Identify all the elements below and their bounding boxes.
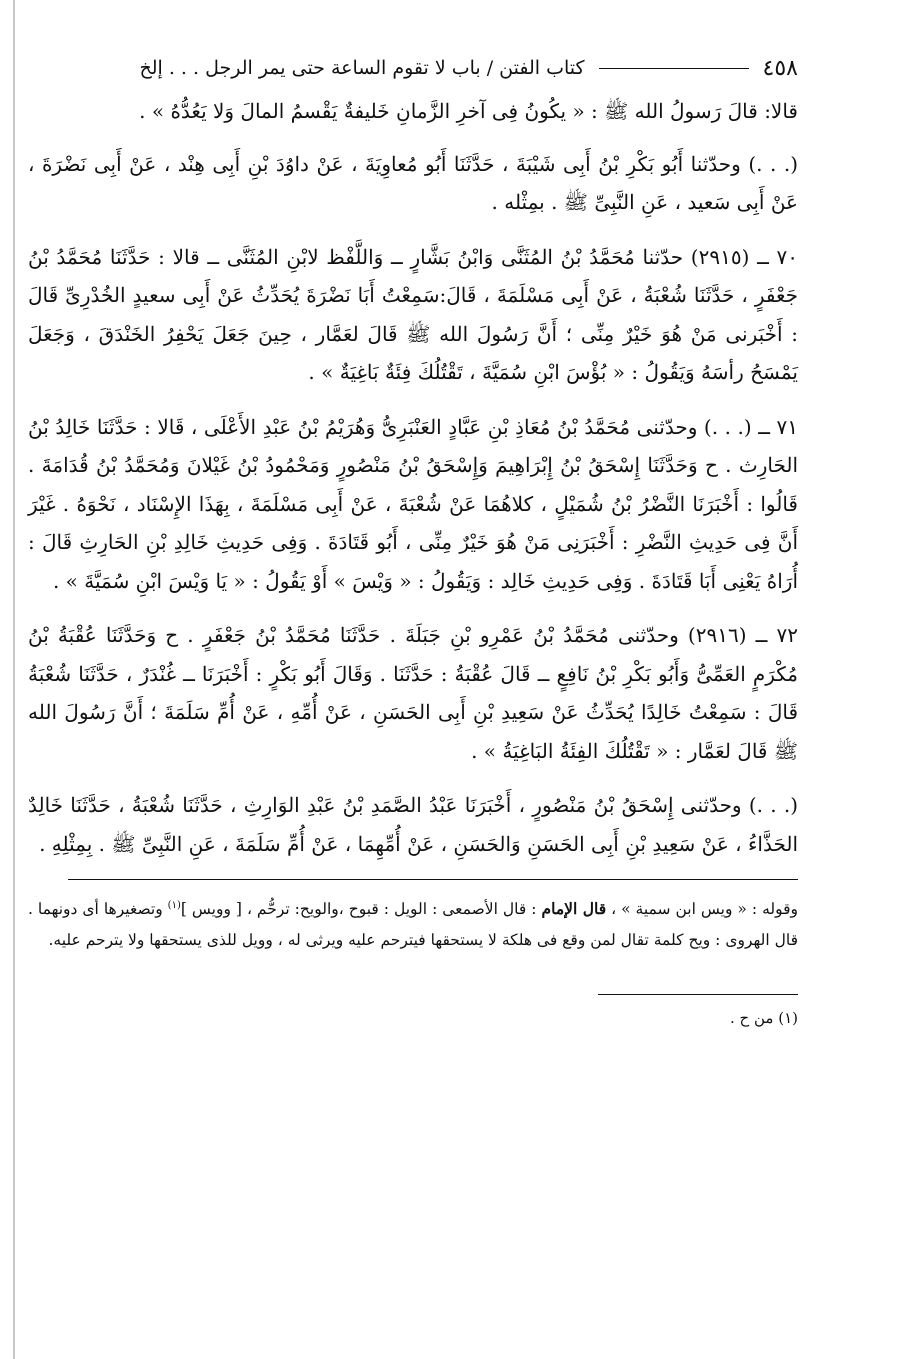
commentary-rule [68, 879, 798, 880]
paragraph: (. . .) وحدّثنا أَبُو بَكْرِ بْنُ أَبِى شَيْبَةَ ، حَدَّثَنَا أَبُو مُعاوِيَةَ ، عَنْ داوُدَ بْنِ أَبِى هِنْد ، عَنْ أَبِى نَضْرَةَ ، عَنْ أَبِى سَعيد ، عَنِ النَّبِىِّ ﷺ . بمِثْله . [28, 151, 798, 214]
running-title: كتاب الفتن / باب لا تقوم الساعة حتى يمر الرجل . . . إلخ [139, 57, 585, 79]
page-number: ٤٥٨ [762, 55, 798, 81]
paragraph: (. . .) وحدّثنى إِسْحَقُ بْنُ مَنْصُورٍ ، أَخْبَرَنَا عَبْدُ الصَّمَدِ بْنُ عَبْدِ الوَارِثِ ، حَدَّثَنَا شُعْبَةُ ، حَدَّثَنَا خَالِدٌ الحَذَّاءُ ، عَنْ سَعِيدِ بْنِ أَبِى الحَسَنِ وَالحَسَنِ ، عَنْ أُمِّهِمَا ، عَنْ أُمِّ سَلَمَةَ ، عَنِ النَّبِىِّ ﷺ . بِمِثْلِهِ . [28, 793, 798, 856]
running-head [28, 50, 798, 86]
hadith-70: ٧٠ ــ (٢٩١٥) حدّثنا مُحَمَّدُ بْنُ المُثَنَّى وَابْنُ بَشَّارٍ ــ وَاللَّفْظ لابْنِ المُثَنَّى ــ قالا : حَدَّثَنَا مُحَمَّدُ بْنُ جَعْفَرٍ ، حَدَّثَنَا شُعْبَةُ ، عَنْ أَبِى مَسْلَمَةَ ، قَالَ:سَمِعْتُ أَبَا نَضْرَةَ يُحَدِّثُ عَنْ أَبِى سعيدٍ الخُدْرِىِّ قَالَ : أَخْبَرنى مَنْ هُوَ خَيْرٌ مِنِّى ؛ أَنَّ رَسُولَ الله ﷺ قَالَ لعَمَّار ، حِينَ جَعَلَ يَحْفِرُ الخَنْدَقَ ، وَجَعَلَ يَمْسَحُ رأسَهُ وَيَقُولُ : « بُؤْسَ ابْنِ سُمَيَّةَ ، تَقْتُلُكَ فِئَةٌ بَاغِيَةٌ » . [28, 244, 798, 384]
paragraph: قالا: قالَ رَسولُ الله ﷺ : « يكُونُ فِى آخرِ الزَّمانِ خَليفةٌ يَقْسمُ المالَ وَلا يَعُدُّهُ » . [139, 99, 798, 123]
commentary-lead: وقوله : « ويس ابن سمية » ، [606, 900, 799, 919]
footnote: (١) من ح . [730, 1009, 798, 1028]
book-page [28, 50, 798, 1350]
footnote-rule [598, 994, 798, 995]
commentary [28, 890, 798, 956]
scan-edge-line [13, 0, 15, 1359]
hadith-72: ٧٢ ــ (٢٩١٦) وحدّثنى مُحَمَّدُ بْنُ عَمْرِو بْنِ جَبَلَةَ . حَدَّثَنَا مُحَمَّدُ بْنُ جَعْفَرٍ . ح وَحَدَّثَنَا عُقْبَةُ بْنُ مُكْرَمٍ العَمِّىُّ وَأَبُو بَكْرِ بْنُ نَافِعٍ ــ قَالَ عُقْبَةُ : حَدَّثَنَا . وَقَالَ أَبُو بَكْرٍ : أَخْبَرَنَا ــ غُنْدَرٌ ، حَدَّثَنَا شُعْبَةُ قَالَ : سَمِعْتُ خَالِدًا يُحَدِّثُ عَنْ سَعِيدِ بْنِ أَبِى الحَسَنِ ، عَنْ أُمِّهِ ، عَنْ أُمِّ سَلَمَةَ ؛ أَنَّ رَسُولَ الله ﷺ قَالَ لعَمَّار : « تَقْتُلُكَ الفِئَةُ البَاغِيَةُ » . [28, 623, 798, 763]
commentary-text: وتصغيرها أى دونهما . قال الهروى : ويح كلمة تقال لمن وقع فى هلكة لا يستحقها فيترحم عليه ويرثى له ، وويل للذى يستحقها ولا يترحم عليه. [28, 900, 798, 950]
header-rule [599, 68, 749, 69]
commentary-label: قال الإمام [541, 899, 607, 919]
hadith-text [28, 92, 798, 863]
commentary-text: : قال الأصمعى : الويل : قبوح ،والويح: ترحُّم ، [ وويس ] [180, 900, 542, 919]
footnote-reference: (١) [167, 900, 181, 911]
hadith-71: ٧١ ــ (. . .) وحدّثنى مُحَمَّدُ بْنُ مُعَاذِ بْنِ عَبَّادٍ العَنْبَرِىُّ وَهُرَيْمُ بْنُ عَبْدِ الأَعْلَى ، قَالا : حَدَّثَنَا خَالِدُ بْنُ الحَارِث . ح وَحَدَّثَنَا إِسْحَقُ بْنُ إِبْرَاهِيمَ وَإِسْحَقُ بْنُ مَنْصُورٍ وَمَحْمُودُ بْنُ غَيْلانَ وَمُحَمَّدُ بْنُ قُدَامَةَ . قَالُوا : أَخْبَرَنَا النَّضْرُ بْنُ شُمَيْلٍ ، كلاهُمَا عَنْ شُعْبَةَ ، عَنْ أَبِى مَسْلَمَةَ ، بِهَذَا الإِسْنَاد ، نَحْوَهُ . غَيْرَ أَنَّ فِى حَدِيثِ النَّضْرِ : أَخْبَرَنِى مَنْ هُوَ خَيْرٌ مِنِّى ، أَبُو قَتَادَةَ . وَفِى حَدِيثِ خَالِدِ بْنِ الحَارِثِ قَالَ : أُرَاهُ يَعْنِى أَبَا قَتَادَةَ . وَفِى حَدِيثِ خَالِد : وَيَقُولُ : « وَيْسَ » أَوْ يَقُولُ : « يَا وَيْسَ ابْنِ سُمَيَّةَ » . [28, 414, 798, 593]
